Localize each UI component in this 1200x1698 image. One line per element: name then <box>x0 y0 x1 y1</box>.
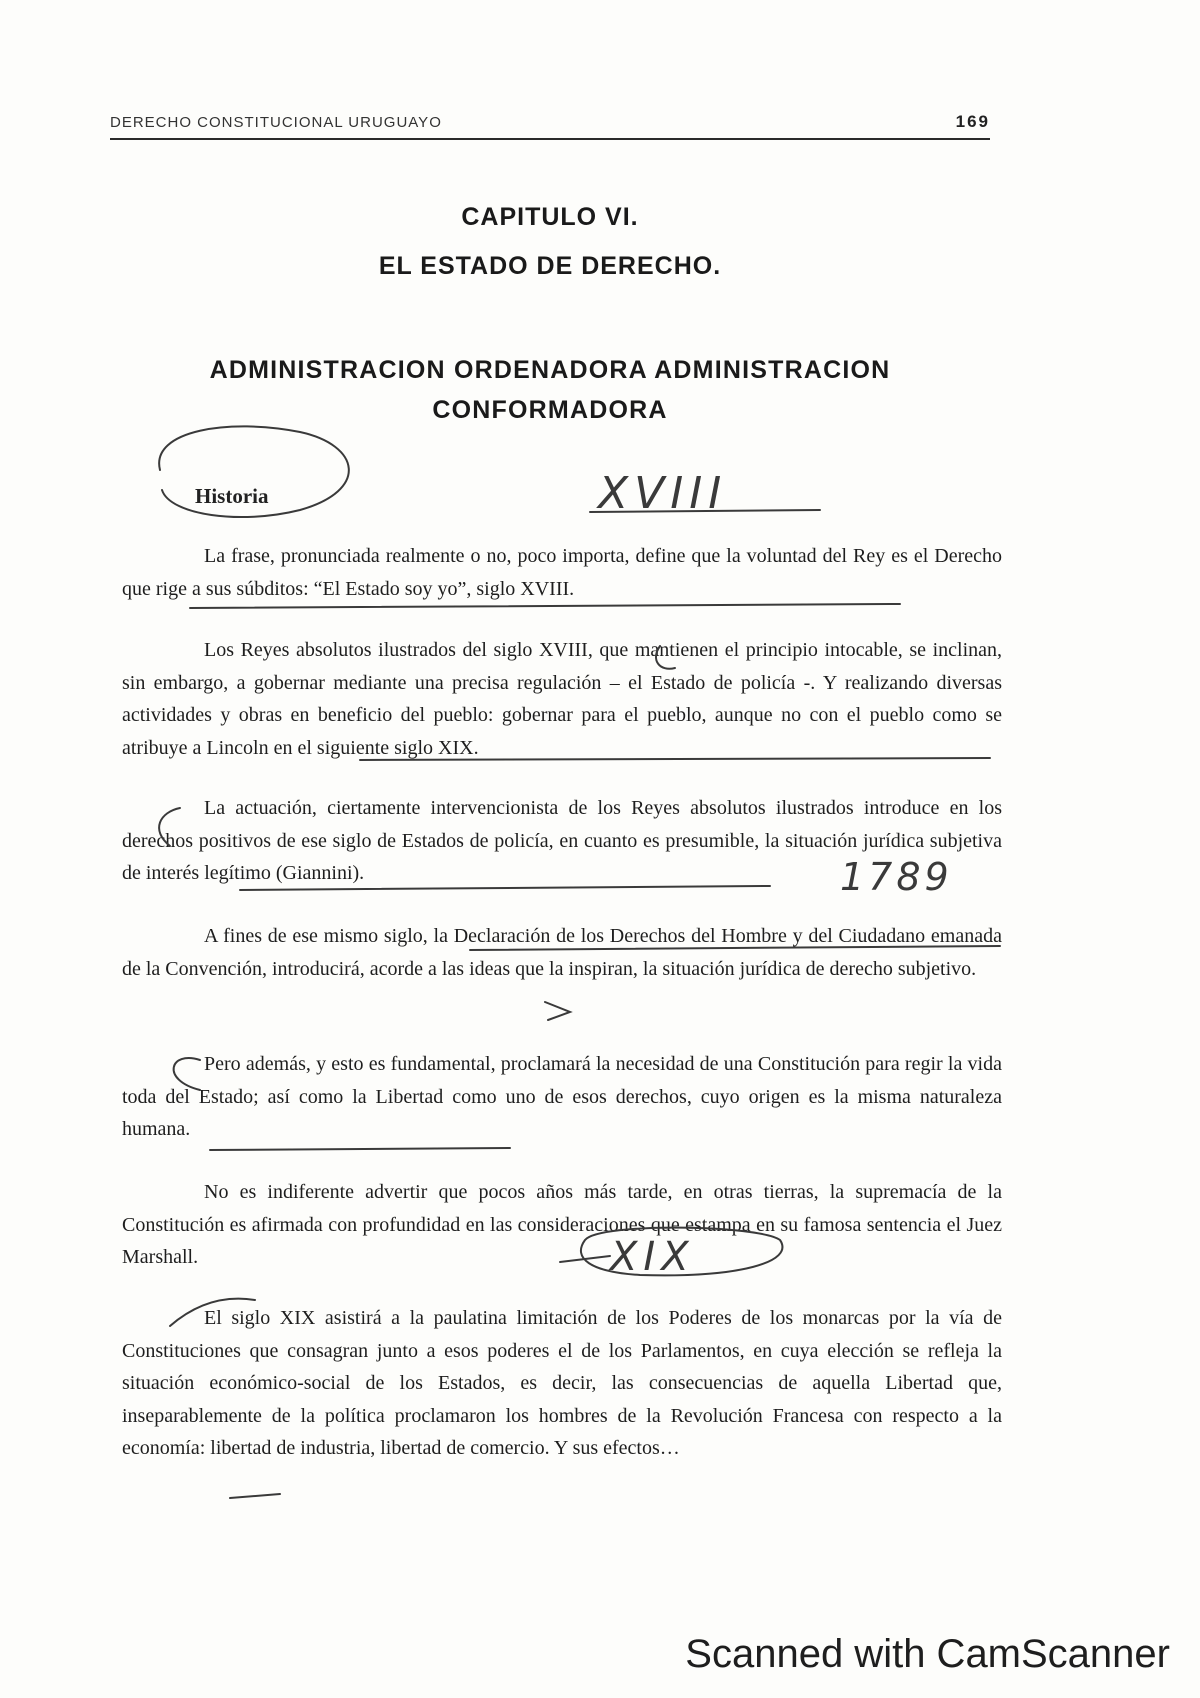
chapter-number: CAPITULO VI. <box>461 203 639 231</box>
running-title: DERECHO CONSTITUCIONAL URUGUAYO <box>110 114 442 131</box>
chapter-title: EL ESTADO DE DERECHO. <box>378 252 722 280</box>
paragraph-7: El siglo XIX asistirá a la paulatina limitación de los Poderes de los monarcas por la vía de Constituciones que consagran junto a esos poderes el de los Parlamentos, en cuya elección se refleja la situación económico-social de los Estados, es decir, las consecuencias de aquella Libertad que, inseparablemente de la política proclamaron los hombres de la Revolución Francesa con respecto a la economía: libertad de industria, libertad de comercio. Y sus efectos… <box>122 1307 1002 1459</box>
running-header <box>110 108 990 140</box>
note-xix: XIX <box>610 1234 695 1280</box>
xviii-underline-mark <box>590 510 820 512</box>
note-1789: 1789 <box>840 855 953 899</box>
paragraph-5: Pero además, y esto es fundamental, proclamará la necesidad de una Constitución para regir la vida toda del Estado; así como la Libertad como uno de esos derechos, cuyo origen es la misma naturaleza humana. <box>122 1053 1002 1140</box>
paragraph-3: La actuación, ciertamente intervencionista de los Reyes absolutos ilustrados introduce en los derechos positivos de ese siglo de Estados de policía, en cuanto es presumible, la situación jurídica subjetiva de interés legítimo (Giannini). <box>122 797 1002 884</box>
p7-end-mark <box>230 1494 280 1498</box>
section-heading: ADMINISTRACION ORDENADORA ADMINISTRACION CONFORMADORA <box>209 356 891 424</box>
note-xviii: XVIII <box>598 468 728 519</box>
paragraph-1: La frase, pronunciada realmente o no, poco importa, define que la voluntad del Rey es el Derecho que rige a sus súbditos: “El Estado soy yo”, siglo XVIII. <box>122 545 1002 600</box>
camscanner-watermark: Scanned with CamScanner <box>685 1632 1170 1676</box>
paragraph-4: A fines de ese mismo siglo, la Declaración de los Derechos del Hombre y del Ciudadano emanada de la Convención, introducirá, acorde a las ideas que la inspiran, la situación jurídica de derecho subjetivo. <box>122 925 1002 980</box>
p5-underline-mark <box>210 1148 510 1150</box>
paragraph-6: No es indiferente advertir que pocos años más tarde, en otras tierras, la supremacía de la Constitución es afirmada con profundidad en las consideraciones que estampa en su famosa sentencia el Juez Marshall. <box>122 1181 1002 1268</box>
paragraph-2: Los Reyes absolutos ilustrados del siglo XVIII, que mantienen el principio intocable, se inclinan, sin embargo, a gobernar mediante una precisa regulación – el Estado de policía -. Y realizando diversas actividades y obras en beneficio del pueblo: gobernar para el pueblo, aunque no con el pueblo como se atribuye a Lincoln en el siguiente siglo XIX. <box>122 639 1002 759</box>
page-number: 169 <box>955 112 990 131</box>
subheading-historia: Historia <box>195 484 269 508</box>
p4-arrow-mark <box>545 1002 570 1020</box>
